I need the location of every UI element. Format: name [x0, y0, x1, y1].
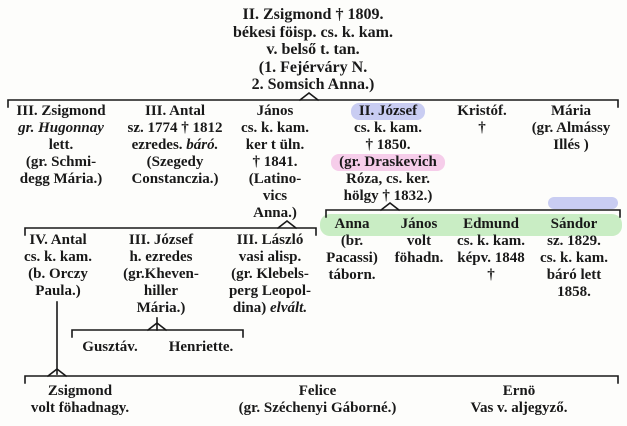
text-line: János: [400, 216, 438, 232]
text-line: ezredes. báró.: [131, 137, 219, 153]
person-anna: [320, 216, 384, 284]
text-line: hiller: [143, 283, 179, 299]
text-line: volt: [406, 233, 432, 249]
person-janos-jr: [388, 216, 450, 267]
text-line: (1. Fejérváry N.: [258, 58, 368, 76]
person-iii-laszlo: [214, 232, 326, 317]
text-line: Sándor: [550, 216, 598, 232]
text-line: Zsigmond: [47, 383, 113, 399]
text-line: cs. k. kam.: [354, 120, 422, 136]
text-line: (gr. Schmi-: [25, 154, 97, 170]
text-line: gr. Hugonnay: [18, 120, 104, 136]
person-iii-jozsef: [112, 232, 210, 317]
text-line: III. Zsigmond: [16, 103, 106, 119]
text-line: 1858.: [557, 284, 591, 300]
person-henriette: [156, 339, 246, 356]
text-line: IV. Antal: [29, 232, 87, 248]
text-line: II. Zsigmond † 1809.: [242, 6, 384, 23]
text-line: Vas v. aljegyző.: [470, 400, 568, 416]
text-line: 2. Somsich Anna.): [251, 76, 375, 93]
text-line: táborn.: [328, 267, 376, 283]
text-line: Mária.): [136, 300, 186, 316]
text-line: † 1850.: [365, 137, 411, 153]
text-line: Edmund: [463, 216, 519, 232]
text-line: † 1841.: [252, 154, 298, 170]
text-line: (Latino-: [248, 171, 302, 187]
text-line: Felice: [298, 383, 337, 399]
text-line: Mária: [551, 103, 591, 119]
text-line: (gr. Almássy: [531, 120, 611, 136]
text-line: (b. Orczy: [28, 266, 88, 282]
text-line: volt föhadnagy.: [30, 400, 130, 416]
text-line: dina) elvált.: [232, 300, 308, 316]
caret-gen2: [300, 93, 318, 100]
text-line: Róza, cs. ker.: [345, 171, 431, 187]
text-line: (gr. Széchenyi Gáborné.): [238, 400, 397, 416]
text-line: cs. k. kam.: [457, 233, 525, 249]
text-line: Paula.): [35, 283, 81, 299]
person-sandor: [524, 216, 624, 301]
text-line: báró lett: [546, 267, 602, 283]
caret-janos-children: [278, 221, 296, 228]
text-line: (br.: [340, 233, 364, 249]
text-line: III. László: [236, 232, 304, 248]
person-iii-zsigmond: [2, 103, 120, 188]
text-line: Illés ): [553, 137, 589, 153]
text-line: (gr. Draskevich: [328, 154, 448, 171]
person-ii-jozsef: [328, 103, 448, 205]
text-line: sz. 1774 † 1812: [127, 120, 223, 136]
text-line: II. József: [328, 103, 448, 120]
text-line: lett.: [48, 137, 74, 153]
text-line: (gr. Klebels-: [231, 266, 309, 282]
text-line: békesi föisp. cs. k. kam.: [232, 23, 394, 41]
text-line: Constanczia.): [131, 171, 219, 187]
text-line: (gr.Kheven-: [123, 266, 199, 282]
text-line: Gusztáv.: [82, 339, 138, 355]
text-line: v. belső t. tan.: [266, 41, 360, 58]
text-line: hölgy † 1832.): [343, 188, 433, 204]
text-line: Kristóf.: [457, 103, 507, 119]
person-edmund: [450, 216, 532, 284]
text-line: cs. k. kam.: [540, 250, 608, 266]
text-line: képv. 1848: [457, 250, 525, 266]
text-line: (Szegedy: [146, 154, 204, 170]
person-gusztav: [70, 339, 150, 356]
person-iii-antal: [120, 103, 230, 188]
text-line: föhadn.: [394, 250, 444, 266]
text-line: cs. k. kam.: [24, 249, 92, 265]
person-maria: [518, 103, 624, 154]
text-line: Anna: [334, 216, 370, 232]
text-line: sz. 1829.: [547, 233, 601, 249]
text-line: perg Leopol-: [228, 283, 312, 299]
text-line: III. József: [128, 232, 194, 248]
text-line: †: [478, 120, 486, 136]
person-felice: [205, 383, 430, 417]
text-line: vics: [262, 188, 288, 204]
person-janos: [228, 103, 322, 222]
text-line: vasi alisp.: [238, 249, 302, 265]
text-line: †: [487, 267, 495, 283]
text-line: János: [256, 103, 294, 119]
text-line: degg Mária.): [19, 171, 103, 187]
text-line: ker t üln.: [245, 137, 305, 153]
bracket-bottom-row: [25, 376, 618, 383]
person-iv-antal: [8, 232, 108, 300]
text-line: III. Antal: [144, 103, 206, 119]
text-line: Ernö: [502, 383, 536, 399]
person-erno: [440, 383, 598, 417]
person-zsigmond-bottom: [10, 383, 150, 417]
person-ii-zsigmond-1809: [150, 6, 476, 94]
text-line: h. ezredes: [129, 249, 193, 265]
text-line: cs. k. kam.: [241, 120, 309, 136]
bracket-gusztav-henriette: [72, 330, 243, 337]
person-kristof: [450, 103, 514, 137]
text-line: Pacassi): [326, 250, 378, 266]
text-line: Anna.): [253, 205, 297, 221]
text-line: Henriette.: [168, 339, 234, 355]
